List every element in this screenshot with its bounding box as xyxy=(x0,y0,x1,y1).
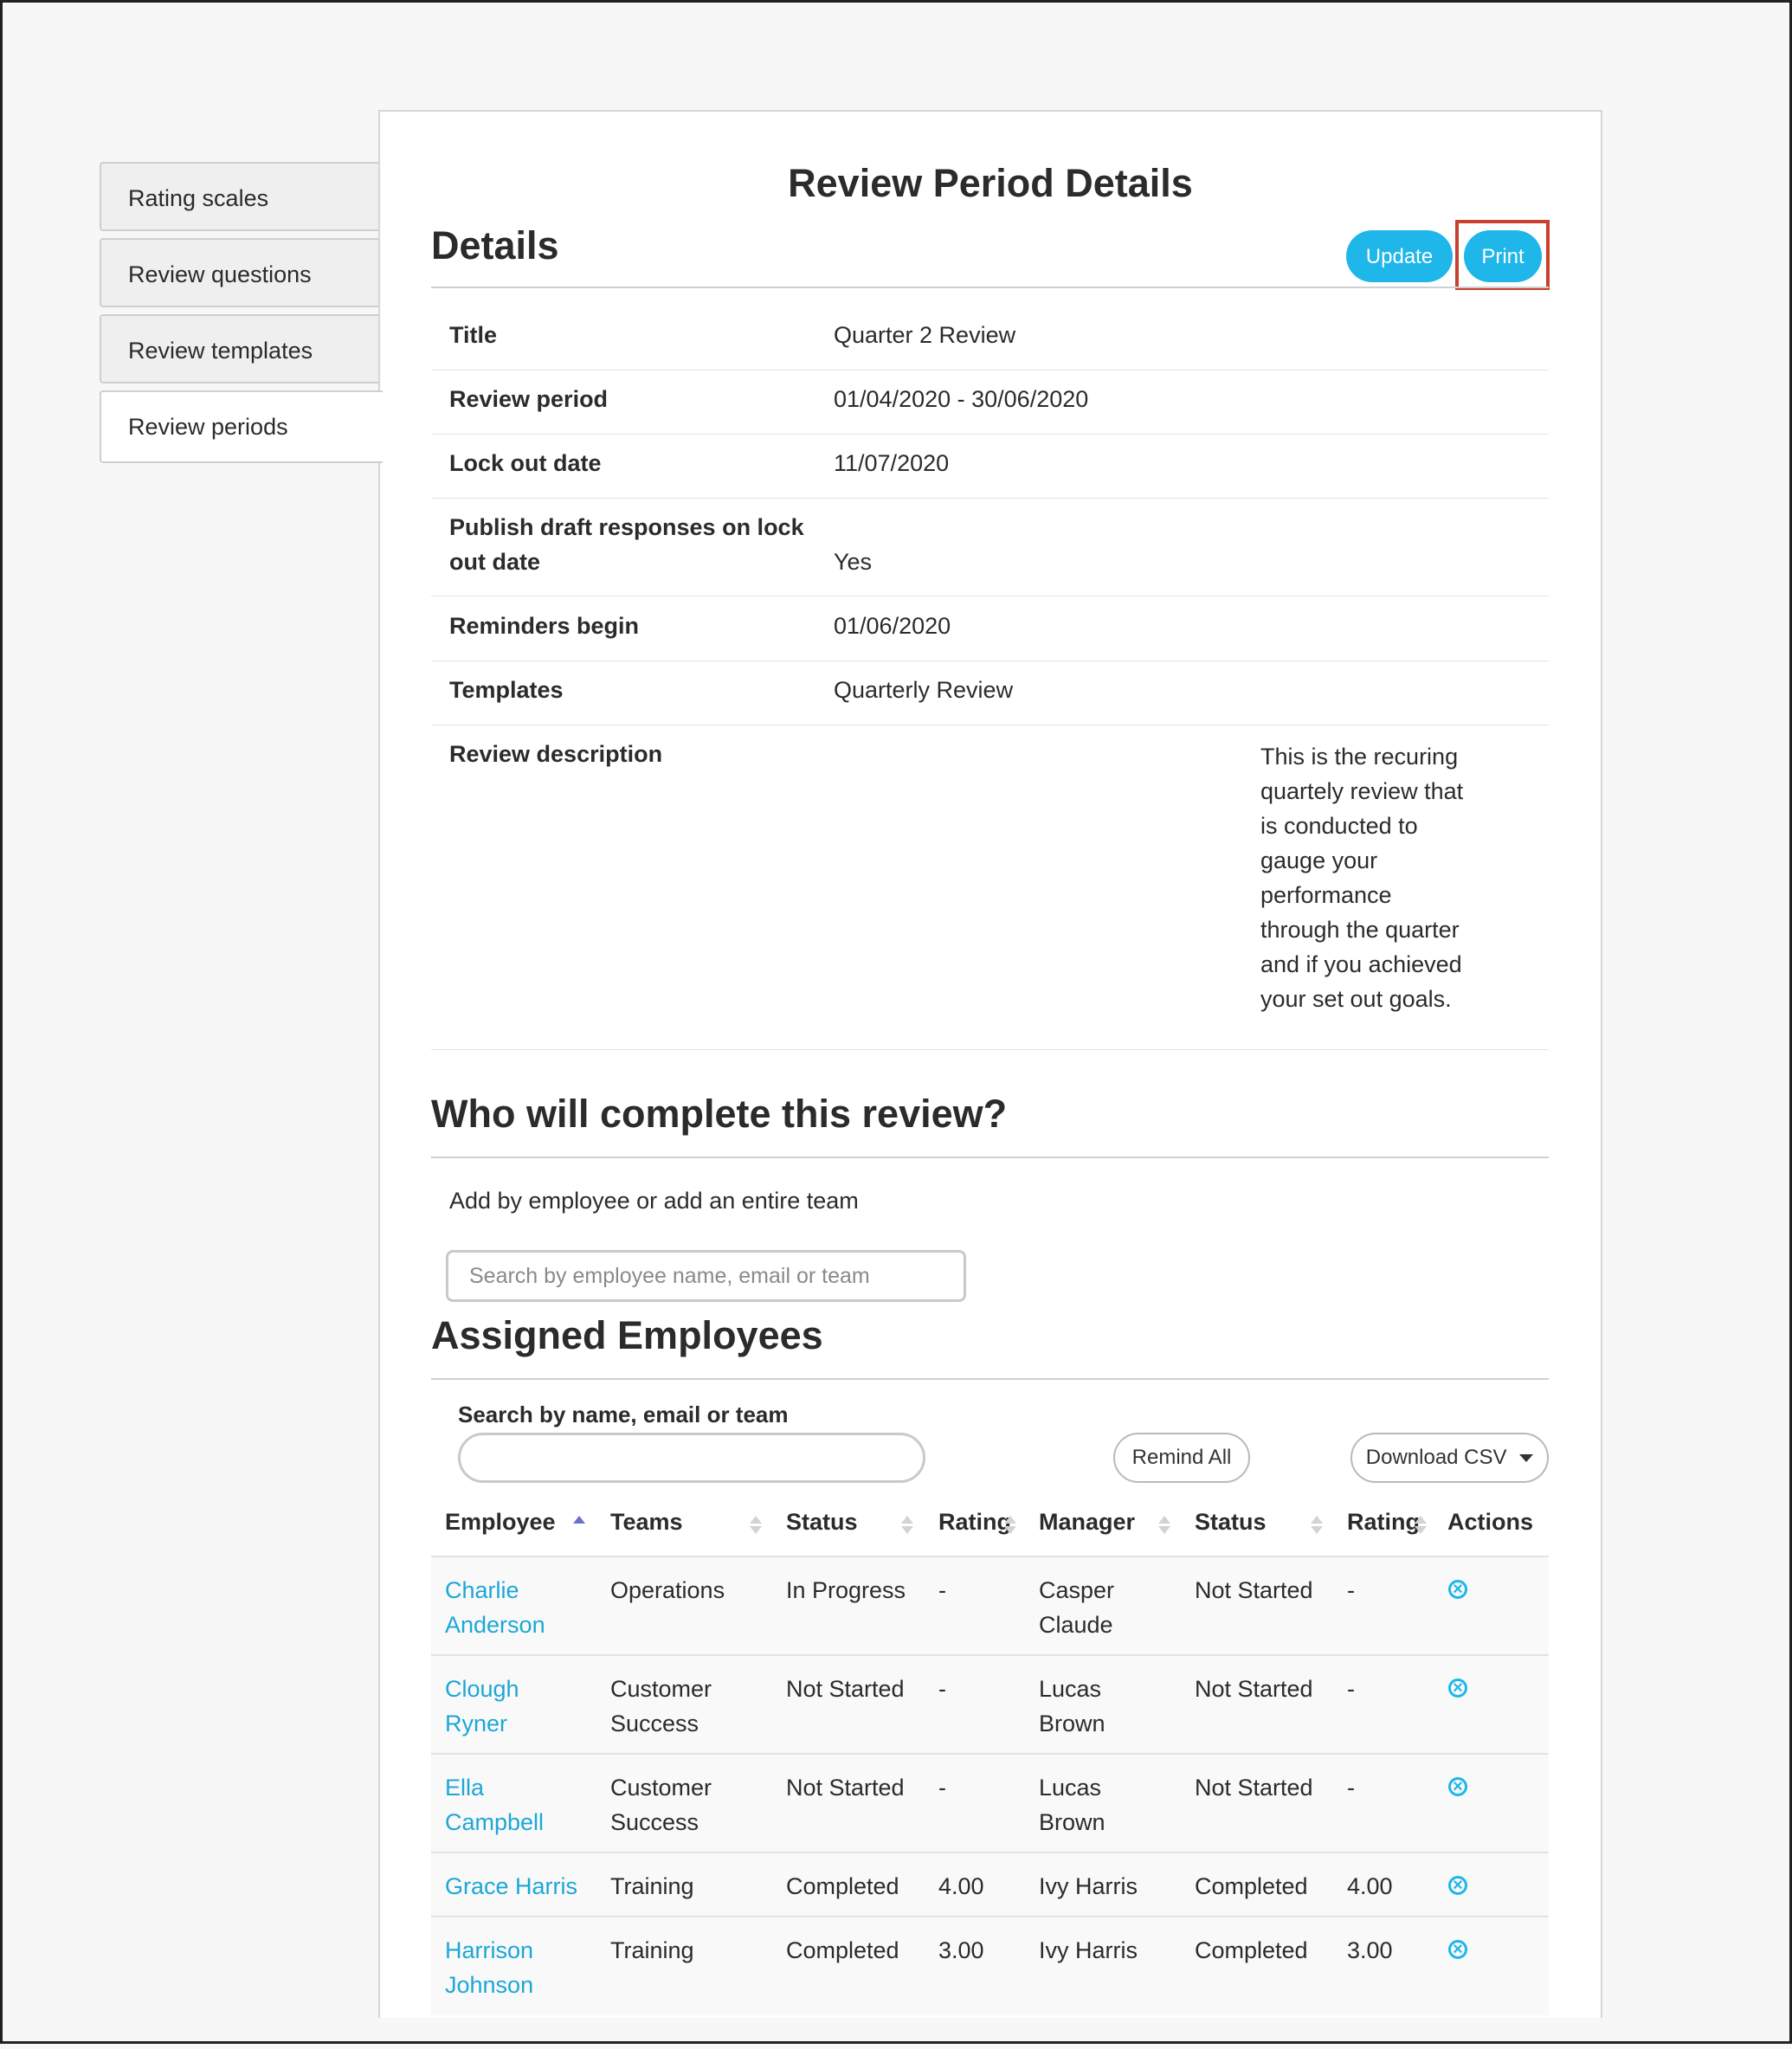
table-row xyxy=(431,1852,1549,1917)
sidebar-item-review-periods[interactable] xyxy=(100,390,383,463)
manager-status-cell: Completed xyxy=(1195,1873,1308,1899)
sort-arrows-icon[interactable] xyxy=(901,1516,913,1534)
description-line: performance xyxy=(1260,882,1392,908)
reminders-begin-value: 01/06/2020 xyxy=(834,613,951,639)
table-row xyxy=(431,1654,1549,1754)
manager-line: Lucas xyxy=(1039,1676,1102,1702)
manager-cell xyxy=(1039,1672,1105,1741)
column-header-manager-status[interactable]: Status xyxy=(1195,1509,1267,1535)
review-description-label: Review description xyxy=(449,741,663,767)
assigned-search-input[interactable] xyxy=(458,1433,925,1483)
employee-name-line: Anderson xyxy=(445,1612,545,1638)
remove-circle-icon[interactable] xyxy=(1448,1580,1467,1599)
sort-arrows-icon[interactable] xyxy=(1311,1516,1323,1534)
remove-circle-icon[interactable] xyxy=(1448,1679,1467,1698)
title-value: Quarter 2 Review xyxy=(834,322,1016,348)
description-line: This is the recuring xyxy=(1260,744,1459,770)
manager-rating-cell: - xyxy=(1347,1676,1355,1702)
download-csv-label: Download CSV xyxy=(1365,1446,1507,1469)
templates-value: Quarterly Review xyxy=(834,677,1014,703)
rating-cell: - xyxy=(938,1676,946,1702)
page-title: Review Period Details xyxy=(788,161,1193,205)
table-row xyxy=(431,1556,1549,1655)
sort-arrows-icon[interactable] xyxy=(750,1516,762,1534)
description-line: quartely review that xyxy=(1260,778,1464,804)
manager-line: Claude xyxy=(1039,1612,1113,1638)
team-line: Operations xyxy=(610,1577,725,1603)
manager-rating-cell: - xyxy=(1347,1775,1355,1801)
assigned-employees-heading: Assigned Employees xyxy=(431,1313,823,1357)
sidebar-item-label: Review questions xyxy=(128,261,312,287)
manager-status-cell: Not Started xyxy=(1195,1577,1313,1603)
description-line: and if you achieved xyxy=(1260,951,1462,977)
team-line: Training xyxy=(610,1937,694,1963)
review-period-value: 01/04/2020 - 30/06/2020 xyxy=(834,386,1089,412)
review-period-label: Review period xyxy=(449,386,609,412)
sort-arrows-icon[interactable] xyxy=(1415,1516,1427,1534)
table-row xyxy=(431,1916,1549,2015)
column-header-teams[interactable]: Teams xyxy=(610,1509,683,1535)
team-line: Success xyxy=(610,1809,699,1835)
divider xyxy=(431,1378,1549,1380)
column-header-employee[interactable]: Employee xyxy=(445,1509,556,1535)
rating-cell: 3.00 xyxy=(938,1937,984,1963)
divider xyxy=(431,1049,1549,1050)
status-cell: Completed xyxy=(786,1873,899,1899)
description-line: through the quarter xyxy=(1260,917,1460,943)
manager-cell xyxy=(1039,1770,1105,1840)
manager-rating-cell: - xyxy=(1347,1577,1355,1603)
sidebar-item-review-templates[interactable] xyxy=(100,314,379,383)
print-highlight-box xyxy=(1455,220,1550,290)
status-cell: Not Started xyxy=(786,1676,905,1702)
publish-draft-label-line2: out date xyxy=(449,549,540,575)
team-line: Customer xyxy=(610,1676,712,1702)
team-line: Customer xyxy=(610,1775,712,1801)
manager-cell xyxy=(1039,1933,1138,1968)
divider xyxy=(431,498,1549,499)
remove-circle-icon[interactable] xyxy=(1448,1940,1467,1959)
employee-link[interactable] xyxy=(445,1770,544,1840)
employee-name-line: Charlie xyxy=(445,1577,519,1603)
divider xyxy=(431,434,1549,435)
rating-cell: - xyxy=(938,1775,946,1801)
panel-bottom-edge xyxy=(378,2018,1602,2049)
publish-draft-value: Yes xyxy=(834,549,873,575)
remove-circle-icon[interactable] xyxy=(1448,1876,1467,1895)
manager-status-cell: Completed xyxy=(1195,1937,1308,1963)
rating-cell: - xyxy=(938,1577,946,1603)
employee-name-line: Clough xyxy=(445,1676,519,1702)
review-description-value xyxy=(1260,739,1463,1016)
employee-name-line: Harrison xyxy=(445,1937,534,1963)
employee-name-line: Ella xyxy=(445,1775,485,1801)
employee-team-search-input[interactable] xyxy=(446,1250,966,1302)
manager-line: Brown xyxy=(1039,1711,1105,1736)
manager-line: Casper xyxy=(1039,1577,1115,1603)
employee-link[interactable] xyxy=(445,1869,577,1904)
divider xyxy=(431,1157,1549,1158)
print-button[interactable]: Print xyxy=(1464,230,1542,282)
column-header-manager[interactable]: Manager xyxy=(1039,1509,1136,1535)
divider xyxy=(431,660,1549,661)
manager-status-cell: Not Started xyxy=(1195,1775,1313,1801)
employee-name-line: Grace Harris xyxy=(445,1873,578,1899)
sidebar-item-label: Review periods xyxy=(128,414,288,440)
sidebar-item-label: Review templates xyxy=(128,338,313,364)
description-line: your set out goals. xyxy=(1260,986,1452,1012)
column-header-manager-rating[interactable]: Rating xyxy=(1347,1509,1420,1535)
download-csv-button[interactable] xyxy=(1350,1433,1549,1483)
sort-arrows-icon[interactable] xyxy=(1004,1516,1016,1534)
details-heading: Details xyxy=(431,223,559,267)
team-cell xyxy=(610,1933,694,1968)
who-heading: Who will complete this review? xyxy=(431,1092,1008,1136)
employee-name-line: Ryner xyxy=(445,1711,508,1736)
manager-rating-cell: 3.00 xyxy=(1347,1937,1393,1963)
divider xyxy=(431,287,1549,288)
column-header-actions: Actions xyxy=(1447,1509,1534,1535)
column-header-rating[interactable]: Rating xyxy=(938,1509,1011,1535)
team-cell xyxy=(610,1869,694,1904)
status-cell: Not Started xyxy=(786,1775,905,1801)
remove-circle-icon[interactable] xyxy=(1448,1777,1467,1796)
description-line: gauge your xyxy=(1260,847,1378,873)
reminders-begin-label: Reminders begin xyxy=(449,613,640,639)
manager-line: Brown xyxy=(1039,1809,1105,1835)
employee-name-line: Johnson xyxy=(445,1972,534,1998)
manager-cell xyxy=(1039,1869,1138,1904)
employee-link[interactable] xyxy=(445,1933,533,2002)
employee-link[interactable] xyxy=(445,1573,545,1642)
templates-label: Templates xyxy=(449,677,564,703)
title-label: Title xyxy=(449,322,498,348)
sort-ascending-icon[interactable] xyxy=(573,1516,585,1534)
status-cell: In Progress xyxy=(786,1577,906,1603)
team-cell xyxy=(610,1573,725,1608)
assigned-search-label: Search by name, email or team xyxy=(458,1401,789,1427)
sidebar-item-label: Rating scales xyxy=(128,185,269,211)
manager-cell xyxy=(1039,1573,1114,1642)
update-button[interactable]: Update xyxy=(1346,230,1453,282)
status-cell: Completed xyxy=(786,1937,899,1963)
employee-link[interactable] xyxy=(445,1672,519,1741)
column-header-status[interactable]: Status xyxy=(786,1509,858,1535)
team-line: Training xyxy=(610,1873,694,1899)
manager-line: Lucas xyxy=(1039,1775,1102,1801)
rating-cell: 4.00 xyxy=(938,1873,984,1899)
employee-name-line: Campbell xyxy=(445,1809,545,1835)
sidebar-item-review-questions[interactable] xyxy=(100,238,379,307)
lock-out-date-label: Lock out date xyxy=(449,450,602,476)
manager-line: Ivy Harris xyxy=(1039,1937,1138,1963)
team-line: Success xyxy=(610,1711,699,1736)
team-cell xyxy=(610,1770,712,1840)
manager-line: Ivy Harris xyxy=(1039,1873,1138,1899)
manager-status-cell: Not Started xyxy=(1195,1676,1313,1702)
sort-arrows-icon[interactable] xyxy=(1158,1516,1170,1534)
table-row xyxy=(431,1753,1549,1852)
description-line: is conducted to xyxy=(1260,813,1418,839)
team-cell xyxy=(610,1672,712,1741)
caret-down-icon xyxy=(1519,1454,1533,1462)
who-hint: Add by employee or add an entire team xyxy=(449,1188,859,1214)
remind-all-button[interactable]: Remind All xyxy=(1113,1433,1250,1483)
publish-draft-label-line1: Publish draft responses on lock xyxy=(449,514,804,540)
lock-out-date-value: 11/07/2020 xyxy=(834,450,950,476)
manager-rating-cell: 4.00 xyxy=(1347,1873,1393,1899)
